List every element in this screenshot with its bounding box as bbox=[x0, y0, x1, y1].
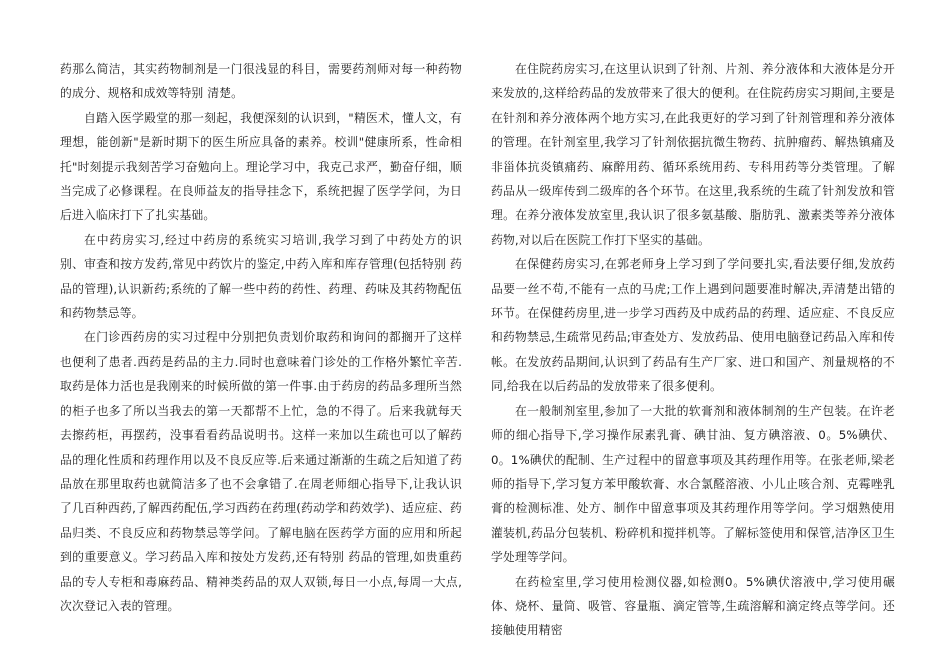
right-column bbox=[491, 57, 895, 643]
paragraph: 在中药房实习,经过中药房的系统实习培训,我学习到了中药处方的识别、审查和按方发药,常见中药饮片的鉴定,中药入库和库存管理(包括特别 药品的管理),认识新药;系统的了解一些中药的药性、药理、药味及其药物配伍和药物禁忌等。 bbox=[60, 232, 462, 321]
paragraph: 在住院药房实习,在这里认识到了针剂、片剂、养分液体和大液体是分开来发放的,这样给药品的发放带来了很大的便利。在住院药房实习期间,主要是在针剂和养分液体两个地方实习,在此我更好的学习到了针剂管理和养分液体的管理。在针剂室里,我学习了针剂依据抗微生物药、抗肿瘤药、解热镇痛及非甾体抗炎镇痛药、麻醉用药、循环系统用药、专科用药等分类管理。了解药品从一级库传到二级库的各个环节。在这里,我系统的生疏了针剂发放和管理。在养分液体发放室里,我认识了很多氨基酸、脂肪乳、激素类等养分液体药物,对以后在医院工作打下坚实的基础。 bbox=[491, 62, 895, 247]
paragraph: 在门诊西药房的实习过程中分别把负责划价取药和询问的都搁开了这样也便利了患者.西药是药品的主力.同时也意味着门诊处的工作格外繁忙辛苦.取药是体力活也是我刚来的时候所做的第一件事.由于药房的药品多理所当然的柜子也多了所以当我去的第一天都帮不上忙，急的不得了。后来我就每天去擦药柜，再摆药，没事看看药品说明书。这样一来加以生疏也可以了解药品的理化性质和药理作用以及不良反应等.后来通过渐渐的生疏之后知道了药品放在那里取药也就简洁多了也不会拿错了.在周老师细心指导下,让我认识了几百种西药,了解西药配伍,学习西药在药理(药动学和药效学)、适应症、药品归类、不良反应和药物禁忌等学问。了解电脑在医药学方面的应用和所起到的重要意义。学习药品入库和按处方发药,还有特别 药品的管理,如贵重药品的专人专柜和毒麻药品、精神类药品的双人双锁,每日一小点,每周一大点,次次登记入表的管理。 bbox=[60, 330, 462, 613]
paragraph: 在药检室里,学习使用检测仪器,如检测0。5%碘伏溶液中,学习使用碾体、烧杯、量筒、吸管、容量瓶、滴定管等,生疏溶解和滴定终点等学问。还接触使用精密 bbox=[491, 574, 895, 638]
paragraph: 药那么简洁，其实药物制剂是一门很浅显的科目，需要药剂师对每一种药物的成分、规格和成效等特别 清楚。 bbox=[60, 62, 462, 101]
left-column bbox=[60, 57, 462, 618]
paragraph: 在一般制剂室里,参加了一大批的软膏剂和液体制剂的生产包装。在许老师的细心指导下,学习操作尿素乳膏、碘甘油、复方碘溶液、0。5%碘伏、0。1%碘伏的配制、生产过程中的留意事项及其药理作用等。在张老师,梁老师的指导下,学习复方苯甲酸软膏、水合氯醛溶液、小儿止咳合剂、克霉唑乳膏的检测标准、处方、制作中留意事项及其药理作用等学问。学习烟熟使用灌装机,药品分包装机、粉碎机和搅拌机等。了解标签使用和保管,洁净区卫生学处理等学问。 bbox=[491, 403, 895, 565]
paragraph: 自踏入医学殿堂的那一刻起，我便深刻的认识到，"精医术，懂人文，有理想，能创新"是新时期下的医生所应具备的素养。校训"健康所系，性命相托"时刻提示我刻苦学习奋勉向上。理论学习中，我克己求严，勤奋仔细，顺当完成了必修课程。在良师益友的指导挂念下，系统把握了医学学问，为日后进入临床打下了扎实基础。 bbox=[60, 110, 462, 223]
paragraph: 在保健药房实习,在郭老师身上学习到了学问要扎实,看法要仔细,发放药品要一丝不苟,不能有一点的马虎;工作上遇到问题要准时解决,弄清楚出错的环节。在保健药房里,进一步学习西药及中成药品的药理、适应症、不良反应和药物禁忌,生疏常见药品;审查处方、发放药品、使用电脑登记药品入库和传帐。在发放药品期间,认识到了药品有生产厂家、进口和国产、剂量规格的不同,给我在以后药品的发放带来了很多便利。 bbox=[491, 257, 895, 394]
